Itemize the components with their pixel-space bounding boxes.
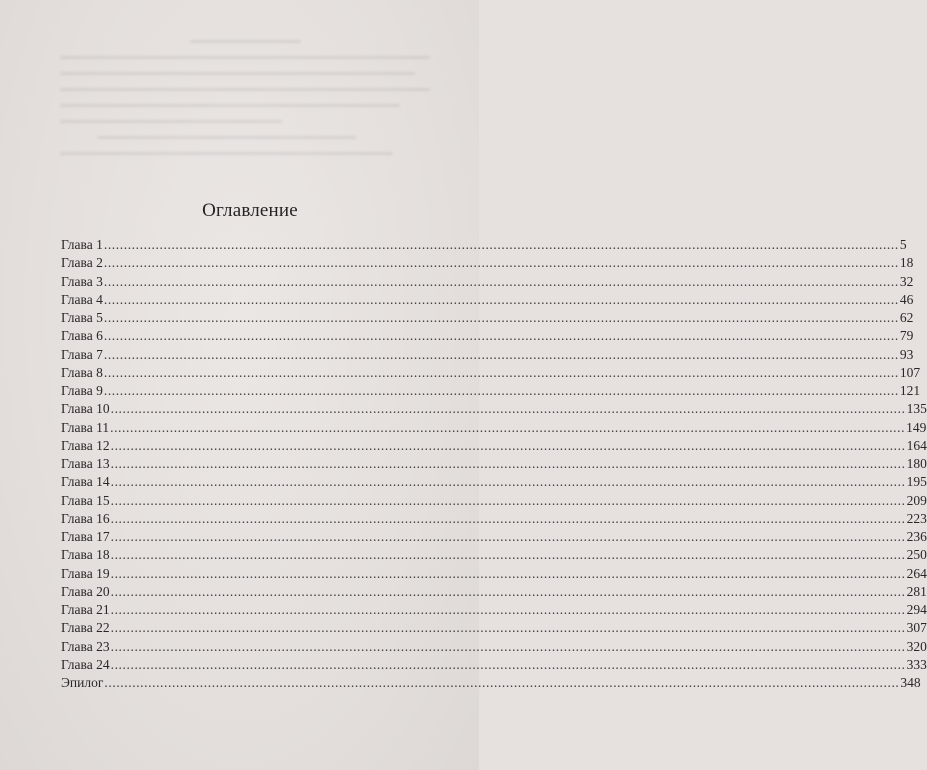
toc-entry [61,510,927,528]
toc-entry-page-number: 294 [906,602,927,617]
toc-entry [61,546,927,564]
dot-leader: ........................................................................................................................................................................................................ [110,620,906,636]
toc-entry-label: Глава 2 [61,255,103,271]
dot-leader: ........................................................................................................................................................................................................ [103,255,899,271]
dot-leader: ........................................................................................................................................................................................................ [110,474,906,490]
toc-entry-label: Глава 15 [61,492,110,508]
toc-entry-page-number: 333 [906,656,927,672]
toc-entry [61,291,914,309]
toc-entry-page-number: 264 [906,565,927,581]
toc-entry [61,400,927,418]
dot-leader: ........................................................................................................................................................................................................ [110,638,906,654]
toc-entry-page-number: 236 [906,529,927,544]
toc-entry [61,419,927,437]
toc-entry [61,619,927,637]
toc-entry-page-number: 46 [899,291,914,307]
toc-entry-label: Глава 22 [61,620,110,636]
toc-entry-page-number: 348 [900,675,921,690]
toc-entry-label: Эпилог [61,675,104,690]
dot-leader: ........................................................................................................................................................................................................ [110,510,906,526]
toc-entry-page-number: 32 [899,273,914,289]
dot-leader: ........................................................................................................................................................................................................ [110,583,906,599]
toc-entry-page-number: 223 [906,510,927,526]
toc-entry-page-number: 195 [906,474,927,490]
toc-entry-label: Глава 21 [61,602,110,617]
toc-entry-label: Глава 14 [61,474,110,490]
toc-entry-label: Глава 5 [61,310,103,325]
toc-entry-label: Глава 8 [61,364,103,380]
toc-list [61,236,927,692]
toc-entry [61,382,921,400]
toc-entry-page-number: 307 [906,620,927,636]
dot-leader: ........................................................................................................................................................................................................ [110,456,906,471]
toc-entry-page-number: 281 [906,583,927,599]
toc-entry-page-number: 121 [899,383,921,398]
dot-leader: ........................................................................................................................................................................................................ [110,529,906,544]
toc-entry-label: Глава 18 [61,547,110,563]
dot-leader: ........................................................................................................................................................................................................ [110,656,906,672]
toc-entry-page-number: 93 [899,346,914,362]
toc-entry-label: Глава 17 [61,529,110,544]
dot-leader: ........................................................................................................................................................................................................ [103,328,899,344]
toc-entry [61,528,927,546]
dot-leader: ........................................................................................................................................................................................................ [110,565,906,581]
toc-entry-label: Глава 10 [61,401,110,417]
toc-entry [61,437,927,455]
toc-entry [61,674,921,692]
dot-leader: ........................................................................................................................................................................................................ [103,237,899,252]
toc-entry-label: Глава 4 [61,291,103,307]
toc-entry-page-number: 18 [899,255,914,271]
dot-leader: ........................................................................................................................................................................................................ [103,364,899,380]
toc-entry [61,327,914,345]
toc-entry [61,455,927,473]
dot-leader: ........................................................................................................................................................................................................ [103,383,899,398]
toc-entry [61,473,927,491]
toc-entry-label: Глава 1 [61,237,103,252]
toc-entry [61,364,921,382]
toc-entry-label: Глава 24 [61,656,110,672]
dot-leader: ........................................................................................................................................................................................................ [110,492,906,508]
toc-entry-label: Глава 12 [61,437,110,453]
toc-entry-label: Глава 3 [61,273,103,289]
toc-entry [61,638,927,656]
toc-entry-page-number: 164 [906,437,927,453]
toc-entry [61,492,927,510]
toc-entry-page-number: 320 [906,638,927,654]
toc-entry [61,583,927,601]
toc-entry-label: Глава 20 [61,583,110,599]
toc-entry-page-number: 250 [906,547,927,563]
toc-entry-label: Глава 23 [61,638,110,654]
toc-title: Оглавление [202,200,298,221]
toc-entry-page-number: 5 [899,237,907,252]
toc-entry-page-number: 149 [906,419,927,435]
dot-leader: ........................................................................................................................................................................................................ [110,401,906,417]
dot-leader: ........................................................................................................................................................................................................ [103,291,899,307]
toc-entry-label: Глава 13 [61,456,110,471]
toc-entry-page-number: 107 [899,364,921,380]
toc-entry [61,309,914,327]
toc-entry-label: Глава 16 [61,510,110,526]
dot-leader: ........................................................................................................................................................................................................ [103,310,899,325]
toc-entry-label: Глава 7 [61,346,103,362]
toc-entry [61,656,927,674]
dot-leader: ........................................................................................................................................................................................................ [103,273,899,289]
toc-entry [61,601,927,619]
dot-leader: ........................................................................................................................................................................................................ [110,602,906,617]
toc-entry [61,565,927,583]
toc-entry-page-number: 209 [906,492,927,508]
dot-leader: ........................................................................................................................................................................................................ [110,437,906,453]
dot-leader: ........................................................................................................................................................................................................ [110,547,906,563]
toc-entry-page-number: 79 [899,328,914,344]
dot-leader: ........................................................................................................................................................................................................ [104,675,900,690]
toc-entry-page-number: 180 [906,456,927,471]
toc-entry [61,273,914,291]
toc-entry [61,346,914,364]
dot-leader: ........................................................................................................................................................................................................ [103,346,899,362]
toc-entry-page-number: 135 [906,401,927,417]
toc-entry [61,254,914,272]
toc-entry-label: Глава 19 [61,565,110,581]
dot-leader: ........................................................................................................................................................................................................ [110,419,906,435]
toc-entry-label: Глава 11 [61,419,110,435]
toc-entry-label: Глава 9 [61,383,103,398]
toc-entry [61,236,907,254]
toc-entry-label: Глава 6 [61,328,103,344]
toc-entry-page-number: 62 [899,310,914,325]
